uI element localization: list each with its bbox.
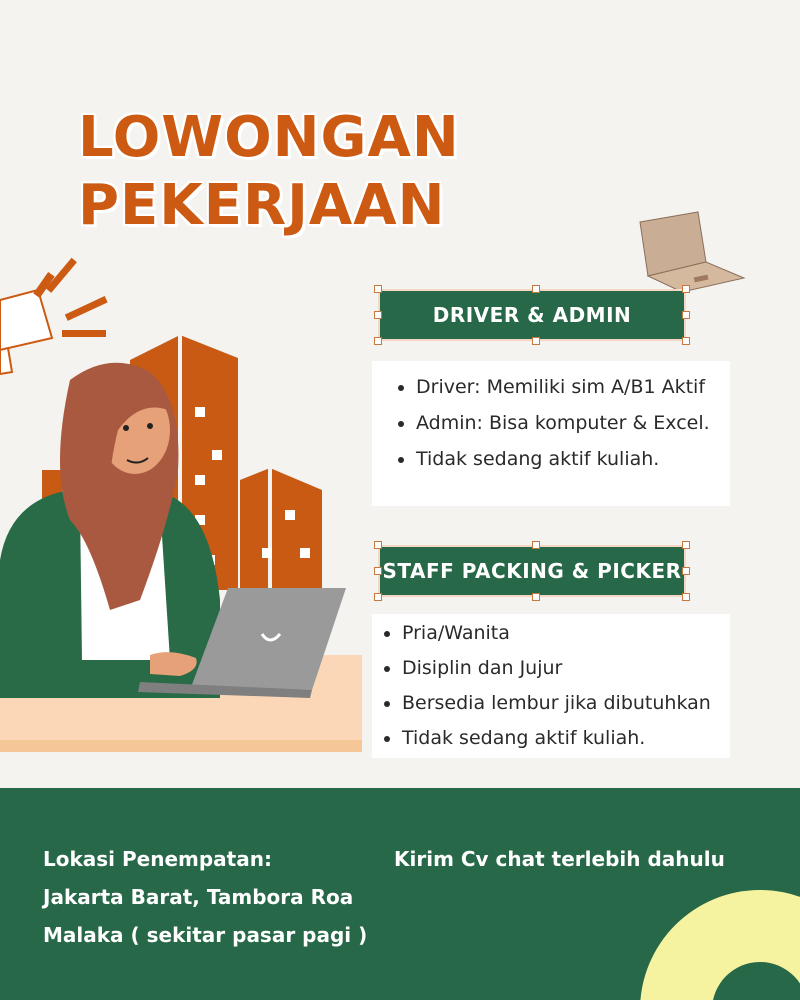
location-line-2: Malaka ( sekitar pasar pagi ) (43, 923, 368, 947)
job-title: STAFF PACKING & PICKER (382, 559, 682, 583)
location-label: Lokasi Penempatan: (43, 847, 272, 871)
list-item: • Tidak sedang aktif kuliah. (416, 441, 720, 477)
footer-panel (0, 788, 800, 1000)
cta-text: Kirim Cv chat terlebih dahulu (394, 847, 725, 871)
list-item: • Driver: Memiliki sim A/B1 Aktif (416, 369, 720, 405)
selection-handle (374, 593, 382, 601)
location-block (43, 840, 367, 954)
selection-handle (532, 337, 540, 345)
selection-handle (374, 337, 382, 345)
list-item: • Pria/Wanita (402, 616, 720, 651)
selection-handle (682, 567, 690, 575)
requirements-list (372, 361, 730, 485)
title-line-2: PEKERJAAN (78, 173, 446, 238)
job-title-banner (378, 289, 686, 341)
requirements-card (372, 614, 730, 758)
page-title (78, 104, 460, 240)
requirements-card (372, 361, 730, 506)
selection-handle (374, 285, 382, 293)
megaphone-icon (0, 258, 108, 374)
selection-handle (682, 311, 690, 319)
list-item: • Tidak sedang aktif kuliah. (402, 721, 720, 756)
selection-handle (374, 311, 382, 319)
job-title-banner (378, 545, 686, 597)
selection-handle (374, 567, 382, 575)
location-line-1: Jakarta Barat, Tambora Roa (43, 885, 354, 909)
selection-handle (532, 541, 540, 549)
selection-handle (532, 285, 540, 293)
requirements-list (372, 614, 730, 764)
selection-handle (374, 541, 382, 549)
laptop-icon (640, 212, 744, 292)
list-item: • Bersedia lembur jika dibutuhkan (402, 686, 720, 721)
selection-handle (682, 541, 690, 549)
selection-handle (532, 593, 540, 601)
title-line-1: LOWONGAN (78, 105, 460, 170)
job-title: DRIVER & ADMIN (432, 303, 632, 327)
list-item: • Disiplin dan Jujur (402, 651, 720, 686)
selection-handle (682, 337, 690, 345)
selection-handle (682, 593, 690, 601)
list-item: • Admin: Bisa komputer & Excel. (416, 405, 720, 441)
selection-handle (682, 285, 690, 293)
